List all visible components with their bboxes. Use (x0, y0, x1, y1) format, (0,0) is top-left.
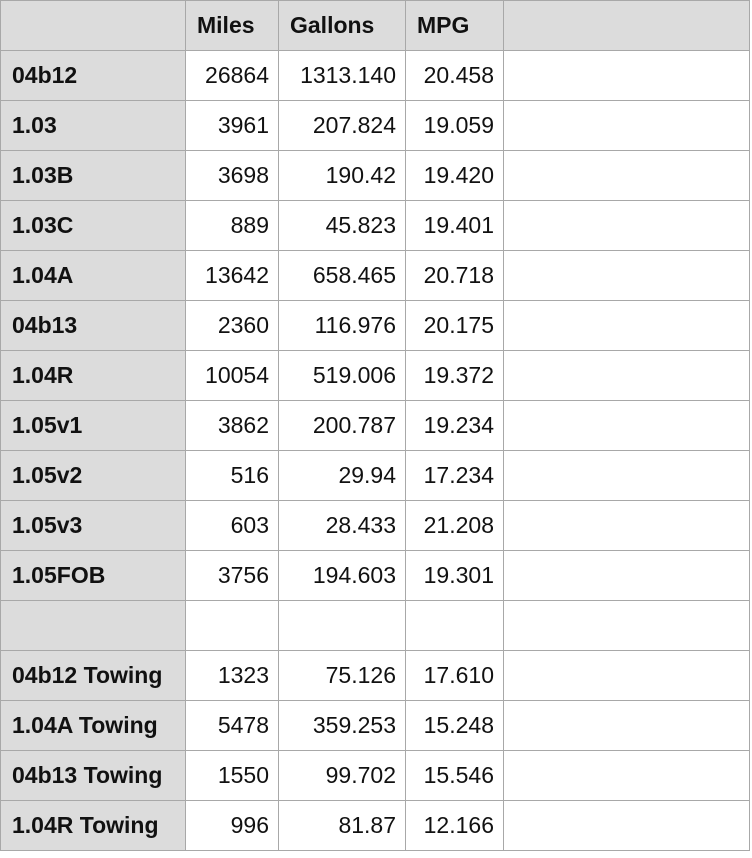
empty-cell[interactable] (504, 451, 750, 501)
table-row (1, 801, 750, 851)
miles-cell[interactable]: 889 (186, 201, 279, 251)
gallons-cell[interactable]: 28.433 (279, 501, 406, 551)
gallons-cell[interactable]: 519.006 (279, 351, 406, 401)
empty-cell[interactable] (504, 501, 750, 551)
table-row (1, 601, 750, 651)
table-row (1, 651, 750, 701)
empty-cell[interactable] (504, 351, 750, 401)
table-row (1, 201, 750, 251)
table-row (1, 751, 750, 801)
row-header-cell[interactable]: 1.03 (1, 101, 186, 151)
table-row (1, 101, 750, 151)
row-header-cell[interactable]: 04b13 Towing (1, 751, 186, 801)
mpg-cell[interactable]: 19.234 (406, 401, 504, 451)
empty-cell[interactable] (504, 51, 750, 101)
empty-cell[interactable] (504, 301, 750, 351)
row-header-cell[interactable]: 1.05v2 (1, 451, 186, 501)
row-header-cell[interactable]: 1.03C (1, 201, 186, 251)
row-header-cell[interactable]: 1.05v3 (1, 501, 186, 551)
empty-cell[interactable] (504, 601, 750, 651)
empty-cell[interactable] (504, 401, 750, 451)
row-header-cell[interactable]: 04b13 (1, 301, 186, 351)
row-header-cell[interactable]: 1.04A Towing (1, 701, 186, 751)
miles-cell[interactable]: 603 (186, 501, 279, 551)
miles-cell[interactable]: 26864 (186, 51, 279, 101)
mpg-cell[interactable]: 19.059 (406, 101, 504, 151)
gallons-cell[interactable]: 116.976 (279, 301, 406, 351)
mpg-cell[interactable]: 19.420 (406, 151, 504, 201)
mpg-cell[interactable]: 15.546 (406, 751, 504, 801)
mpg-cell[interactable]: 12.166 (406, 801, 504, 851)
miles-cell[interactable]: 10054 (186, 351, 279, 401)
gallons-cell[interactable]: 190.42 (279, 151, 406, 201)
miles-cell[interactable]: 1323 (186, 651, 279, 701)
table-row (1, 301, 750, 351)
row-header-cell[interactable]: 1.04A (1, 251, 186, 301)
corner-cell[interactable] (1, 1, 186, 51)
table-row (1, 501, 750, 551)
row-header-cell[interactable]: 1.03B (1, 151, 186, 201)
gallons-cell[interactable]: 75.126 (279, 651, 406, 701)
row-header-cell[interactable]: 1.05FOB (1, 551, 186, 601)
column-header-empty[interactable] (504, 1, 750, 51)
miles-cell[interactable]: 3698 (186, 151, 279, 201)
gallons-cell[interactable]: 359.253 (279, 701, 406, 751)
miles-cell[interactable]: 1550 (186, 751, 279, 801)
gallons-cell[interactable]: 207.824 (279, 101, 406, 151)
mpg-cell[interactable]: 20.458 (406, 51, 504, 101)
miles-cell[interactable]: 13642 (186, 251, 279, 301)
miles-cell[interactable]: 516 (186, 451, 279, 501)
miles-cell[interactable]: 5478 (186, 701, 279, 751)
miles-cell[interactable]: 3961 (186, 101, 279, 151)
empty-cell[interactable] (504, 801, 750, 851)
mpg-cell[interactable]: 19.372 (406, 351, 504, 401)
gallons-cell[interactable]: 45.823 (279, 201, 406, 251)
table-row (1, 451, 750, 501)
table-row (1, 151, 750, 201)
mpg-cell[interactable]: 19.301 (406, 551, 504, 601)
table-row (1, 551, 750, 601)
miles-cell[interactable]: 996 (186, 801, 279, 851)
gallons-cell[interactable] (279, 601, 406, 651)
mpg-cell[interactable]: 21.208 (406, 501, 504, 551)
mpg-cell[interactable]: 17.234 (406, 451, 504, 501)
miles-cell[interactable]: 3862 (186, 401, 279, 451)
table-row (1, 351, 750, 401)
empty-cell[interactable] (504, 551, 750, 601)
mpg-cell[interactable]: 17.610 (406, 651, 504, 701)
table-row (1, 251, 750, 301)
empty-cell[interactable] (504, 151, 750, 201)
gallons-cell[interactable]: 99.702 (279, 751, 406, 801)
table-row (1, 401, 750, 451)
empty-cell[interactable] (504, 701, 750, 751)
gallons-cell[interactable]: 29.94 (279, 451, 406, 501)
mpg-cell[interactable]: 15.248 (406, 701, 504, 751)
row-header-cell[interactable]: 1.04R (1, 351, 186, 401)
row-header-cell[interactable]: 04b12 Towing (1, 651, 186, 701)
empty-cell[interactable] (504, 651, 750, 701)
miles-cell[interactable] (186, 601, 279, 651)
gallons-cell[interactable]: 658.465 (279, 251, 406, 301)
table-row (1, 701, 750, 751)
empty-cell[interactable] (504, 751, 750, 801)
row-header-cell[interactable] (1, 601, 186, 651)
miles-cell[interactable]: 2360 (186, 301, 279, 351)
mpg-cell[interactable]: 20.718 (406, 251, 504, 301)
table-row (1, 51, 750, 101)
mpg-cell[interactable] (406, 601, 504, 651)
gallons-cell[interactable]: 194.603 (279, 551, 406, 601)
row-header-cell[interactable]: 04b12 (1, 51, 186, 101)
mpg-cell[interactable]: 20.175 (406, 301, 504, 351)
mpg-cell[interactable]: 19.401 (406, 201, 504, 251)
column-header-miles[interactable]: Miles (186, 1, 279, 51)
gallons-cell[interactable]: 81.87 (279, 801, 406, 851)
column-header-mpg[interactable]: MPG (406, 1, 504, 51)
header-row (1, 1, 750, 51)
gallons-cell[interactable]: 200.787 (279, 401, 406, 451)
empty-cell[interactable] (504, 101, 750, 151)
row-header-cell[interactable]: 1.04R Towing (1, 801, 186, 851)
column-header-gallons[interactable]: Gallons (279, 1, 406, 51)
empty-cell[interactable] (504, 251, 750, 301)
empty-cell[interactable] (504, 201, 750, 251)
row-header-cell[interactable]: 1.05v1 (1, 401, 186, 451)
gallons-cell[interactable]: 1313.140 (279, 51, 406, 101)
miles-cell[interactable]: 3756 (186, 551, 279, 601)
